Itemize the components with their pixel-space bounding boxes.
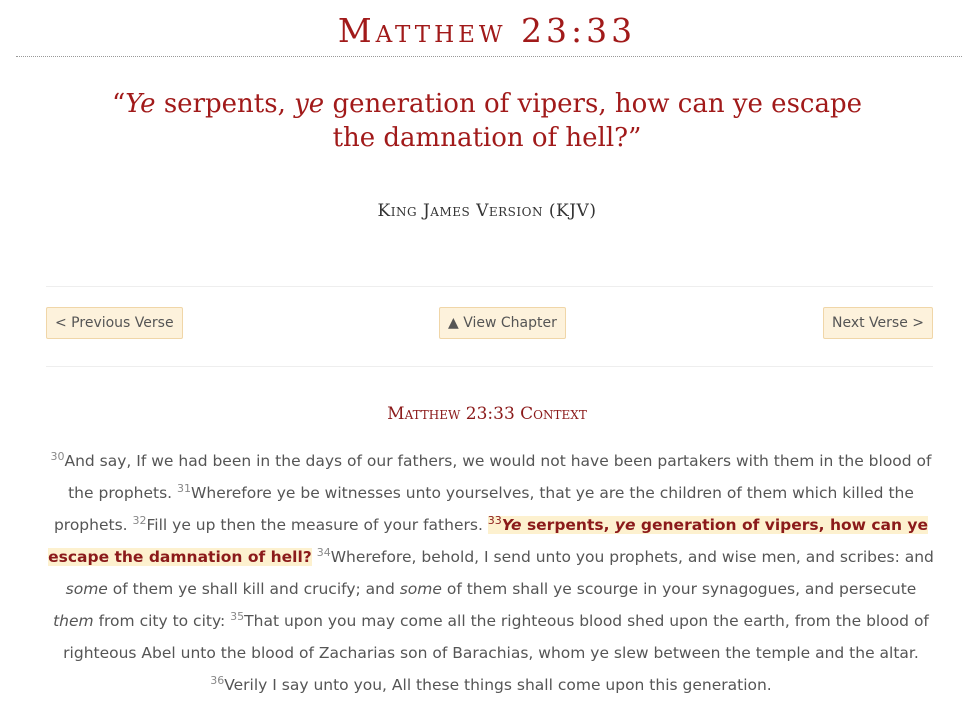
verse-number: 35 — [230, 610, 245, 623]
page-title: Matthew 23:33 — [337, 11, 637, 50]
verse-italic-word: them — [53, 612, 94, 630]
verse-number: 36 — [210, 674, 225, 687]
verse-text: Wherefore ye be witnesses unto yourselves, that ye are the children of them which killed the prophets. — [53, 484, 914, 534]
verse-text: serpents, — [521, 516, 615, 534]
verse-text: Fill ye up then the measure of your fathers. — [146, 516, 488, 534]
quote-text: serpents, — [155, 89, 295, 119]
previous-verse-button[interactable]: < Previous Verse — [46, 307, 183, 339]
verse-number: 30 — [50, 450, 65, 463]
verse-text: generation of vipers, how can ye escape the damnation of hell? — [48, 516, 929, 566]
quote-italic-word: Ye — [125, 89, 156, 119]
verse-italic-word: ye — [614, 516, 636, 534]
verse-number: 34 — [316, 546, 331, 559]
view-chapter-button[interactable]: ▲ View Chapter — [439, 307, 566, 339]
verse-text: of them ye shall kill and crucify; and — [107, 580, 400, 598]
verse-italic-word: some — [65, 580, 108, 598]
quote-text: generation of vipers, how can ye escape the damnation of hell? — [324, 89, 862, 153]
context-heading: Matthew 23:33 Context — [387, 404, 587, 424]
verse-quote — [110, 87, 864, 155]
verse-navigation — [46, 286, 933, 367]
verse-text: That upon you may come all the righteous blood shed upon the earth, from the blood of righteous Abel unto the blood of Zacharias son of Barachias, whom ye slew between the temple and the altar. — [63, 612, 929, 662]
verse-italic-word: some — [399, 580, 442, 598]
version-label: King James Version (KJV) — [377, 201, 597, 221]
verse-text: from city to city: — [93, 612, 231, 630]
quote-close-mark: ” — [628, 123, 642, 153]
verse-number: 31 — [177, 482, 192, 495]
verse-text: of them shall ye scourge in your synagogues, and persecute — [441, 580, 917, 598]
title-divider — [16, 56, 962, 57]
verse-italic-word: Ye — [501, 516, 522, 534]
verse-text: Verily I say unto you, All these things shall come upon this generation. — [224, 676, 772, 694]
verse-text: Wherefore, behold, I send unto you prophets, and wise men, and scribes: and — [330, 548, 934, 566]
next-verse-button[interactable]: Next Verse > — [823, 307, 933, 339]
context-passage — [46, 445, 936, 701]
quote-open-mark: “ — [111, 89, 126, 119]
verse-number: 33 — [487, 514, 502, 527]
verse-text: And say, If we had been in the days of our fathers, we would not have been partakers with them in the blood of the prophets. — [64, 452, 932, 502]
verse-number: 32 — [132, 514, 147, 527]
quote-italic-word: ye — [294, 89, 325, 119]
